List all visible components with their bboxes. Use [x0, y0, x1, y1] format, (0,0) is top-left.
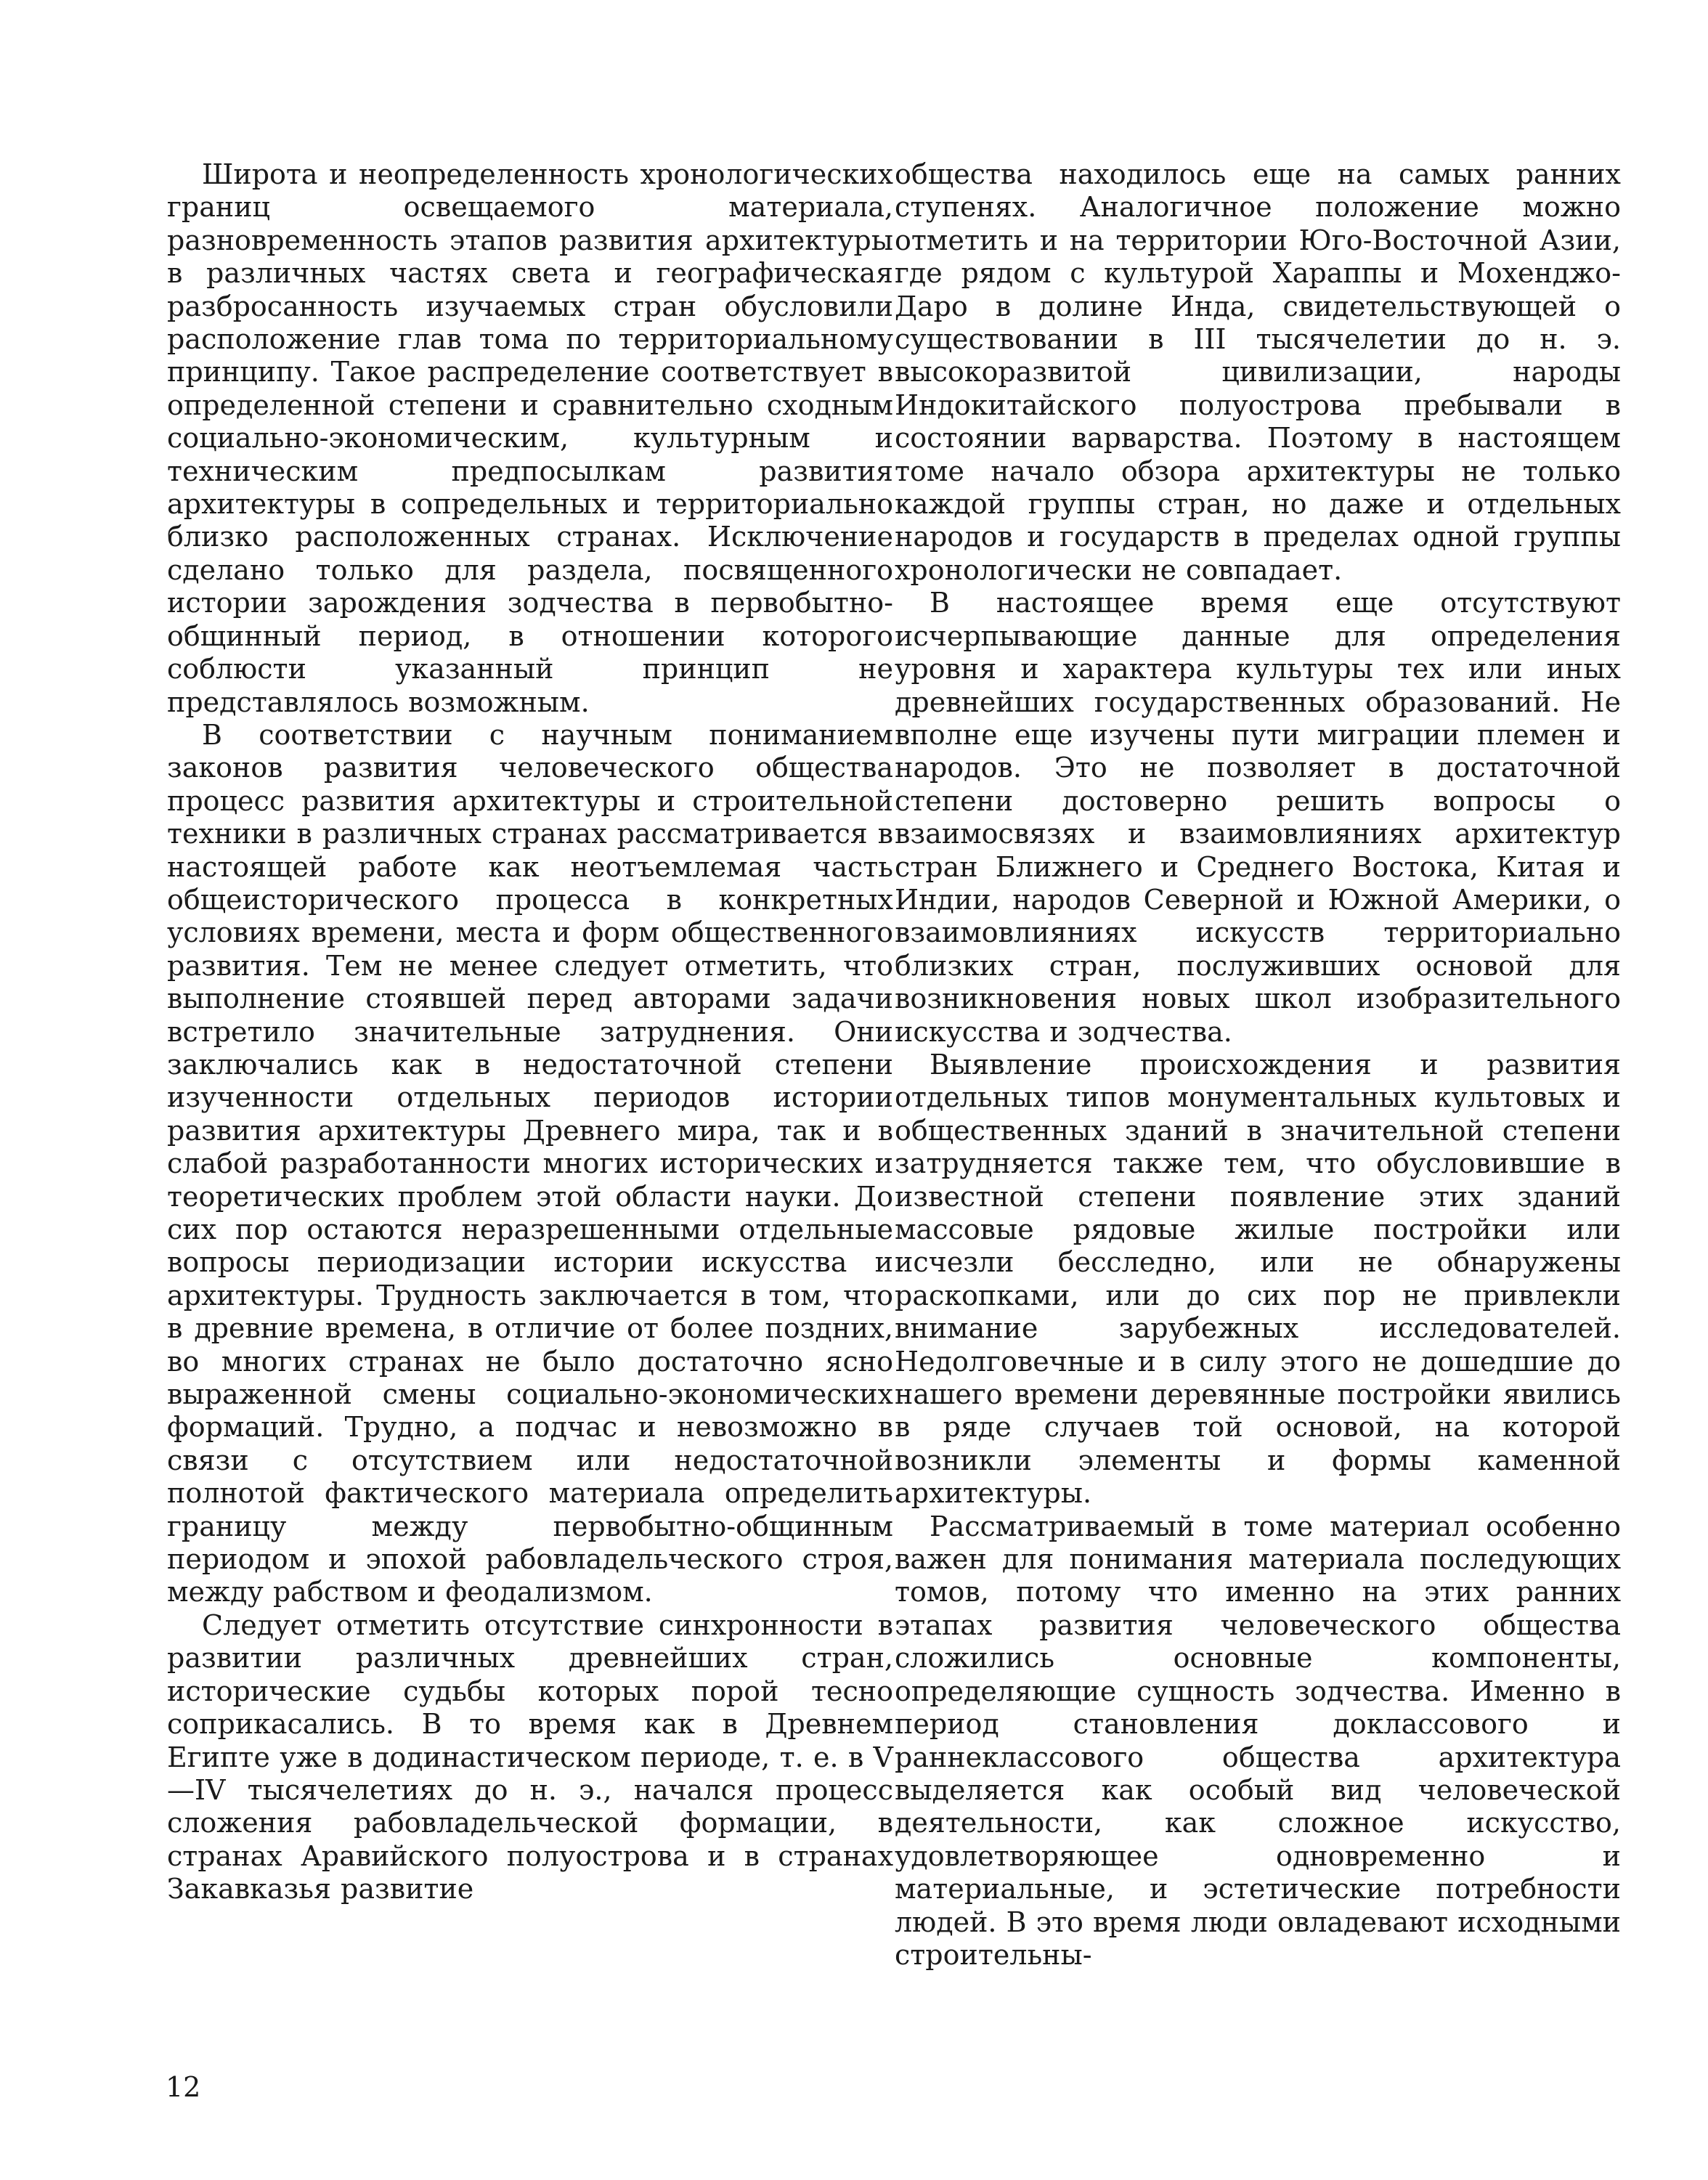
paragraph: Следует отметить отсутствие синхронности в развитии различных древнейших стран, исторические судьбы которых порой тесно соприкасались. В то время как в Древнем Египте уже в додинастическом периоде, т. е. в V—IV тысячелетиях до н. э., начался процесс сложения рабовладельческой формации, в странах Аравийского полуострова и в странах Закавказья развитие: [167, 1608, 893, 1906]
paragraph: В настоящее время еще отсутствуют исчерпывающие данные для определения уровня и характера культуры тех или иных древнейших государственных образований. Не вполне еще изучены пути миграции племен и народов. Это не позволяет в достаточной степени достоверно решить вопросы о взаимосвязях и взаимовлияниях архитектур стран Ближнего и Среднего Востока, Китая и Индии, народов Северной и Южной Америки, о взаимовлияниях искусств территориально близких стран, послуживших основой для возникновения новых школ изобразительного искусства и зодчества.: [895, 587, 1621, 1048]
paragraph-continued: общества находилось еще на самых ранних ступенях. Аналогичное положение можно отметить и на территории Юго-Восточной Азии, где рядом с культурой Хараппы и Мохенджо-Даро в долине Инда, свидетельствующей о существовании в III тысячелетии до н. э. высокоразвитой цивилизации, народы Индокитайского полуострова пребывали в состоянии варварства. Поэтому в настоящем томе начало обзора архитектуры не только каждой группы стран, но даже и отдельных народов и государств в пределах одной группы хронологически не совпадает.: [895, 158, 1621, 586]
paragraph: Широта и неопределенность хронологических границ освещаемого материала, разновременность этапов развития архитектуры в различных частях света и географическая разбросанность изучаемых стран обусловили расположение глав тома по территориальному принципу. Такое распределение соответствует в определенной степени и сравнительно сходным социально-экономическим, культурным и техническим предпосылкам развития архитектуры в сопредельных и территориально близко расположенных странах. Исключение сделано только для раздела, посвященного истории зарождения зодчества в первобытно-общинный период, в отношении которого соблюсти указанный принцип не представлялось возможным.: [167, 158, 893, 718]
paragraph: Выявление происхождения и развития отдельных типов монументальных культовых и общественных зданий в значительной степени затрудняется также тем, что обусловившие в известной степени появление этих зданий массовые рядовые жилые постройки или исчезли бесследно, или не обнаружены раскопками, или до сих пор не привлекли внимание зарубежных исследователей. Недолговечные и в силу этого не дошедшие до нашего времени деревянные постройки явились в ряде случаев той основой, на которой возникли элементы и формы каменной архитектуры.: [895, 1048, 1621, 1510]
right-text-column: [895, 158, 1621, 1972]
paragraph: Рассматриваемый в томе материал особенно важен для понимания материала последующих томов, потому что именно на этих ранних этапах развития человеческого общества сложились основные компоненты, определяющие сущность зодчества. Именно в период становления доклассового и раннеклассового общества архитектура выделяется как особый вид человеческой деятельности, как сложное искусство, удовлетворяющее одновременно и материальные, и эстетические потребности людей. В это время люди овладевают исходными строительны-: [895, 1510, 1621, 1971]
paragraph: В соответствии с научным пониманием законов развития человеческого общества процесс развития архитектуры и строительной техники в различных странах рассматривается в настоящей работе как неотъемлемая часть общеисторического процесса в конкретных условиях времени, места и форм общественного развития. Тем не менее следует отметить, что выполнение стоявшей перед авторами задачи встретило значительные затруднения. Они заключались как в недостаточной степени изученности отдельных периодов истории развития архитектуры Древнего мира, так и в слабой разработанности многих исторических и теоретических проблем этой области науки. До сих пор остаются неразрешенными отдельные вопросы периодизации истории искусства и архитектуры. Трудность заключается в том, что в древние времена, в отличие от более поздних, во многих странах не было достаточно ясно выраженной смены социально-экономических формаций. Трудно, а подчас и невозможно в связи с отсутствием или недостаточной полнотой фактического материала определить границу между первобытно-общинным периодом и эпохой рабовладельческого строя, между рабством и феодализмом.: [167, 718, 893, 1608]
left-text-column: [167, 158, 893, 1906]
page-number: 12: [166, 2071, 201, 2103]
